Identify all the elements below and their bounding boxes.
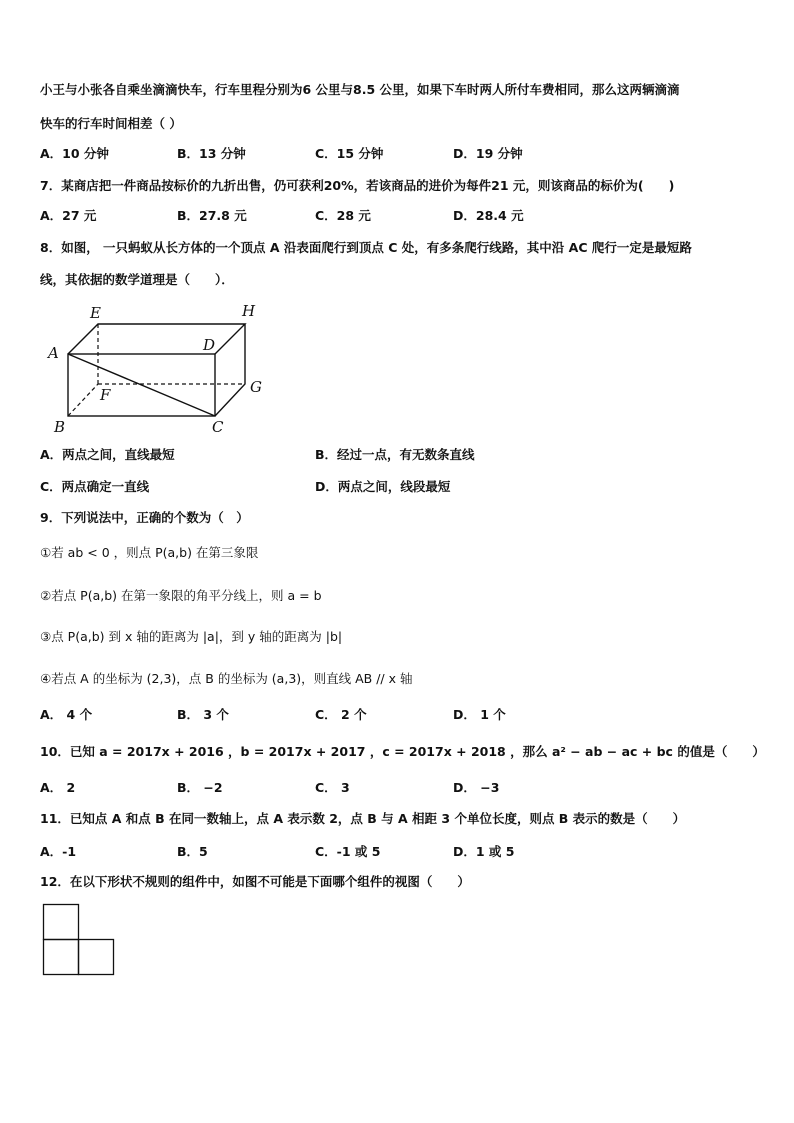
q9-statement-1: ①若 ab < 0 ，则点 P(a,b) 在第三象限 — [40, 545, 259, 560]
view-square-bottom-left — [44, 940, 79, 975]
q12-stem: 12．在以下形状不规则的组件中，如图不可能是下面哪个组件的视图（ ） — [40, 874, 470, 889]
label-H: H — [242, 302, 256, 320]
q9-statement-3: ③点 P(a,b) 到 x 轴的距离为 |a|，到 y 轴的距离为 |b| — [40, 629, 343, 644]
q9-option-c: C． 2 个 — [315, 707, 367, 722]
label-F: F — [100, 386, 111, 404]
edge-BF — [68, 384, 98, 416]
cuboid-figure — [40, 296, 280, 441]
view-square-top — [44, 905, 79, 940]
label-G: G — [250, 378, 262, 396]
q6-option-c: C．15 分钟 — [315, 146, 384, 161]
right-face — [215, 324, 245, 416]
label-C: C — [212, 418, 224, 436]
q11-option-d: D．1 或 5 — [453, 844, 515, 859]
q10-option-b: B． −2 — [177, 780, 223, 795]
q8-stem-line2: 线，其依据的数学道理是（ ）． — [40, 272, 234, 287]
q6-option-b: B．13 分钟 — [177, 146, 246, 161]
q7-option-c: C．28 元 — [315, 208, 371, 223]
diagonal-AC — [68, 354, 215, 416]
label-B: B — [54, 418, 66, 436]
label-A: A — [48, 344, 59, 362]
q11-stem: 11．已知点 A 和点 B 在同一数轴上，点 A 表示数 2，点 B 与 A 相距 3 个单位长度，则点 B 表示的数是（ ） — [40, 811, 686, 826]
q11-option-a: A．-1 — [40, 844, 77, 859]
q9-statement-2: ②若点 P(a,b) 在第一象限的角平分线上，则 a = b — [40, 588, 322, 603]
q9-stem: 9．下列说法中，正确的个数为（ ） — [40, 510, 249, 525]
q9-option-b: B． 3 个 — [177, 707, 229, 722]
q8-option-c: C．两点确定一直线 — [40, 479, 150, 494]
top-face — [68, 324, 245, 354]
q6-stem-line2: 快车的行车时间相差（ ） — [40, 116, 182, 131]
q6-stem-line1: 小王与小张各自乘坐滴滴快车，行车里程分别为6 公里与8.5 公里，如果下车时两人所付车费相同，那么这两辆滴滴 — [40, 82, 680, 97]
q8-option-a: A．两点之间，直线最短 — [40, 447, 175, 462]
q8-stem-line1: 8．如图， 一只蚂蚁从长方体的一个顶点 A 沿表面爬行到顶点 C 处，有多条爬行线路，其中沿 AC 爬行一定是最短路 — [40, 240, 692, 255]
q9-option-a: A． 4 个 — [40, 707, 93, 722]
q10-option-a: A． 2 — [40, 780, 76, 795]
q9-statement-4: ④若点 A 的坐标为 (2,3)，点 B 的坐标为 (a,3)，则直线 AB // x 轴 — [40, 671, 413, 686]
q9-option-d: D． 1 个 — [453, 707, 506, 722]
label-E: E — [90, 304, 101, 322]
q11-option-b: B．5 — [177, 844, 208, 859]
q7-stem: 7．某商店把一件商品按标价的九折出售，仍可获利20%，若该商品的进价为每件21 元，则该商品的标价为( ) — [40, 178, 675, 193]
q7-option-a: A．27 元 — [40, 208, 97, 223]
q8-option-d: D．两点之间，线段最短 — [315, 479, 451, 494]
l-shape-view-figure — [42, 903, 118, 977]
q10-stem: 10．已知 a = 2017x + 2016 ，b = 2017x + 2017 ，c = 2017x + 2018 ，那么 a² − ab − ac + bc 的值是（ ） — [40, 744, 765, 759]
q7-option-b: B．27.8 元 — [177, 208, 247, 223]
q6-option-d: D．19 分钟 — [453, 146, 523, 161]
q7-option-d: D．28.4 元 — [453, 208, 524, 223]
q10-option-d: D． −3 — [453, 780, 500, 795]
q6-option-a: A．10 分钟 — [40, 146, 109, 161]
view-square-bottom-right — [79, 940, 114, 975]
label-D: D — [203, 336, 216, 354]
q8-option-b: B．经过一点，有无数条直线 — [315, 447, 475, 462]
q10-option-c: C． 3 — [315, 780, 350, 795]
q11-option-c: C．-1 或 5 — [315, 844, 381, 859]
